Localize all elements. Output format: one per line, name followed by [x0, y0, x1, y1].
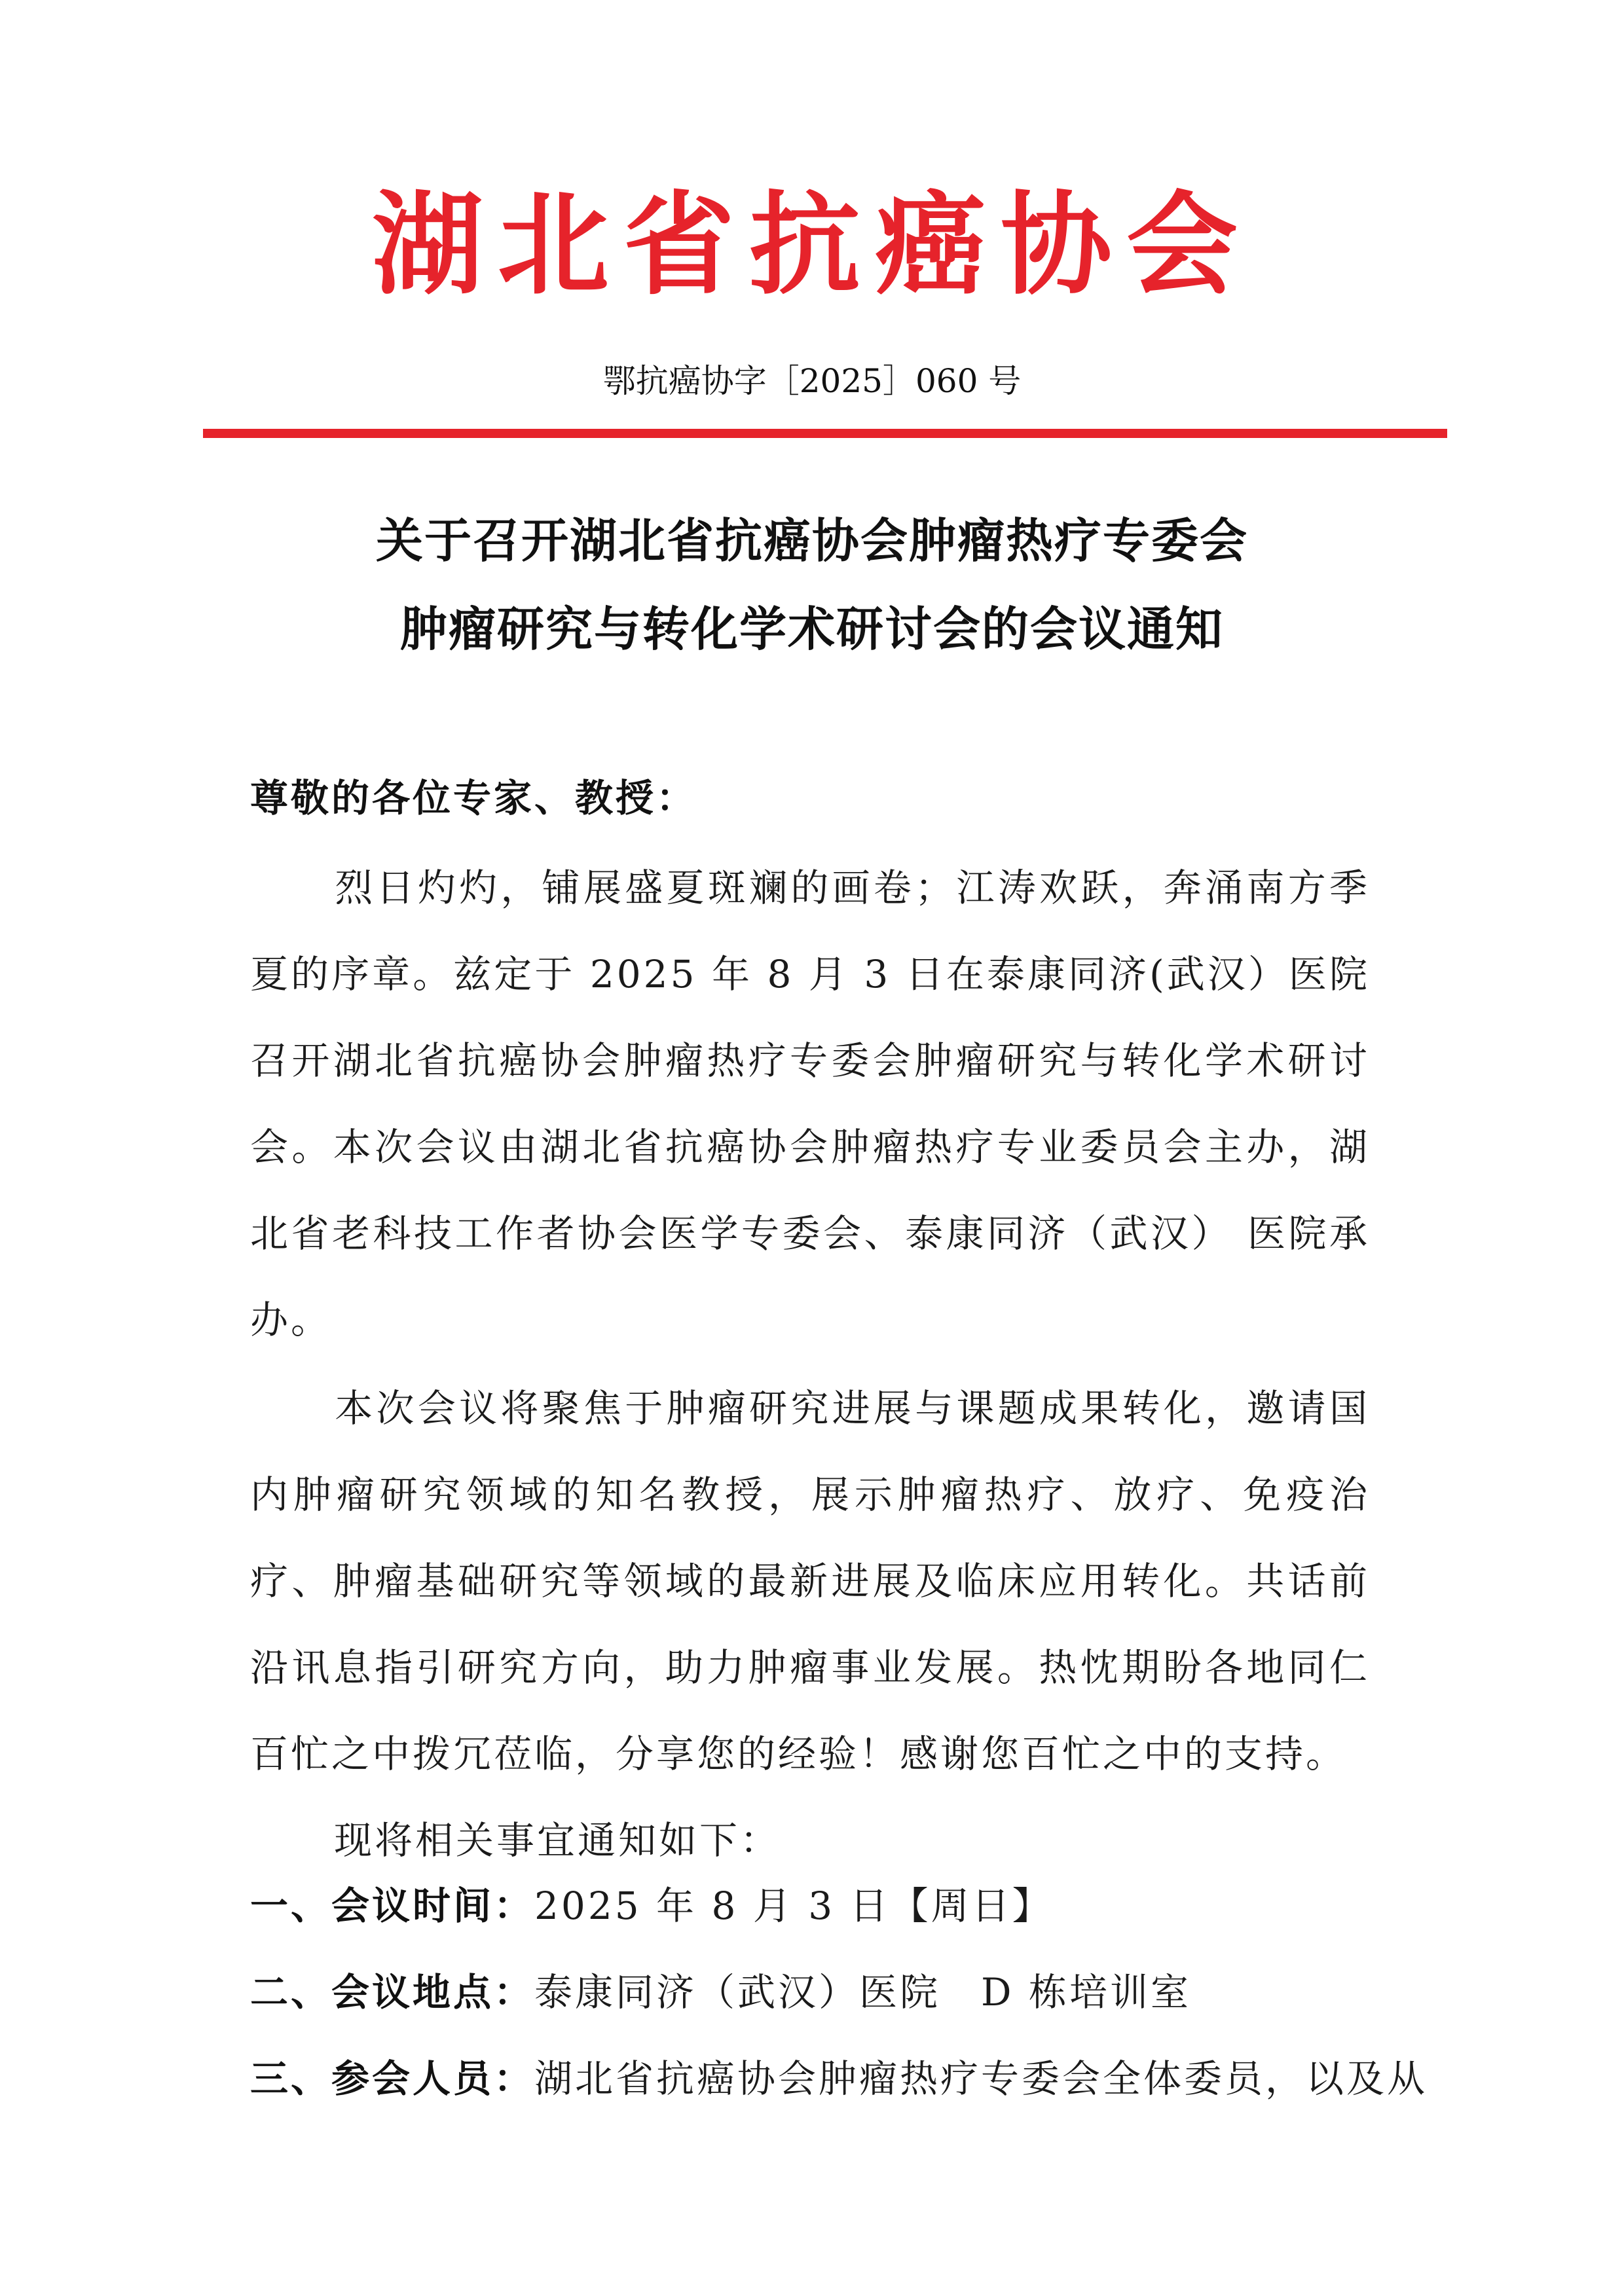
item-label: 三、参会人员：: [250, 2056, 535, 2101]
paragraph-text: 现将相关事宜通知如下：: [334, 1818, 781, 1863]
red-divider-line: [203, 429, 1447, 438]
organization-name: 湖北省抗癌协会: [371, 181, 1252, 310]
paragraph-text: 烈日灼灼，铺展盛夏斑斓的画卷；江涛欢跃，奔涌南方季夏的序章。兹定于 2025 年 8 月 3 日在泰康同济(武汉）医院召开湖北省抗癌协会肿瘤热疗专委会肿瘤研究与转化学术研讨会。本次会议由湖北省抗癌协会肿瘤热疗专业委员会主办，湖北省老科技工作者协会医学专委会、泰康同济（武汉） 医院承办。: [250, 866, 1370, 1342]
meeting-location-item: [250, 1970, 1191, 2014]
document-number: 鄂抗癌协字［2025］060 号: [602, 362, 1022, 400]
item-label: 二、会议地点：: [250, 1970, 535, 2014]
item-label: 一、会议时间：: [250, 1884, 535, 1928]
body-paragraph: [250, 1797, 1370, 1884]
attendees-item: [250, 2056, 1428, 2101]
body-paragraph: [250, 845, 1370, 1363]
body-paragraph: [250, 1365, 1370, 1797]
paragraph-text: 本次会议将聚焦于肿瘤研究进展与课题成果转化，邀请国内肿瘤研究领域的知名教授，展示肿瘤热疗、放疗、免疫治疗、肿瘤基础研究等领域的最新进展及临床应用转化。共话前沿讯息指引研究方向，助力肿瘤事业发展。热忱期盼各地同仁百忙之中拨冗莅临，分享您的经验！感谢您百忙之中的支持。: [250, 1386, 1370, 1776]
item-value: 2025 年 8 月 3 日【周日】: [534, 1884, 1053, 1928]
salutation: 尊敬的各位专家、教授：: [250, 776, 697, 820]
document-title-line-2: 肿瘤研究与转化学术研讨会的会议通知: [399, 601, 1224, 657]
document-title-line-1: 关于召开湖北省抗癌协会肿瘤热疗专委会: [375, 513, 1248, 568]
item-value: 泰康同济（武汉）医院 D 栋培训室: [534, 1970, 1191, 2014]
item-value: 湖北省抗癌协会肿瘤热疗专委会全体委员，以及从: [534, 2056, 1428, 2101]
meeting-time-item: [250, 1884, 1053, 1928]
